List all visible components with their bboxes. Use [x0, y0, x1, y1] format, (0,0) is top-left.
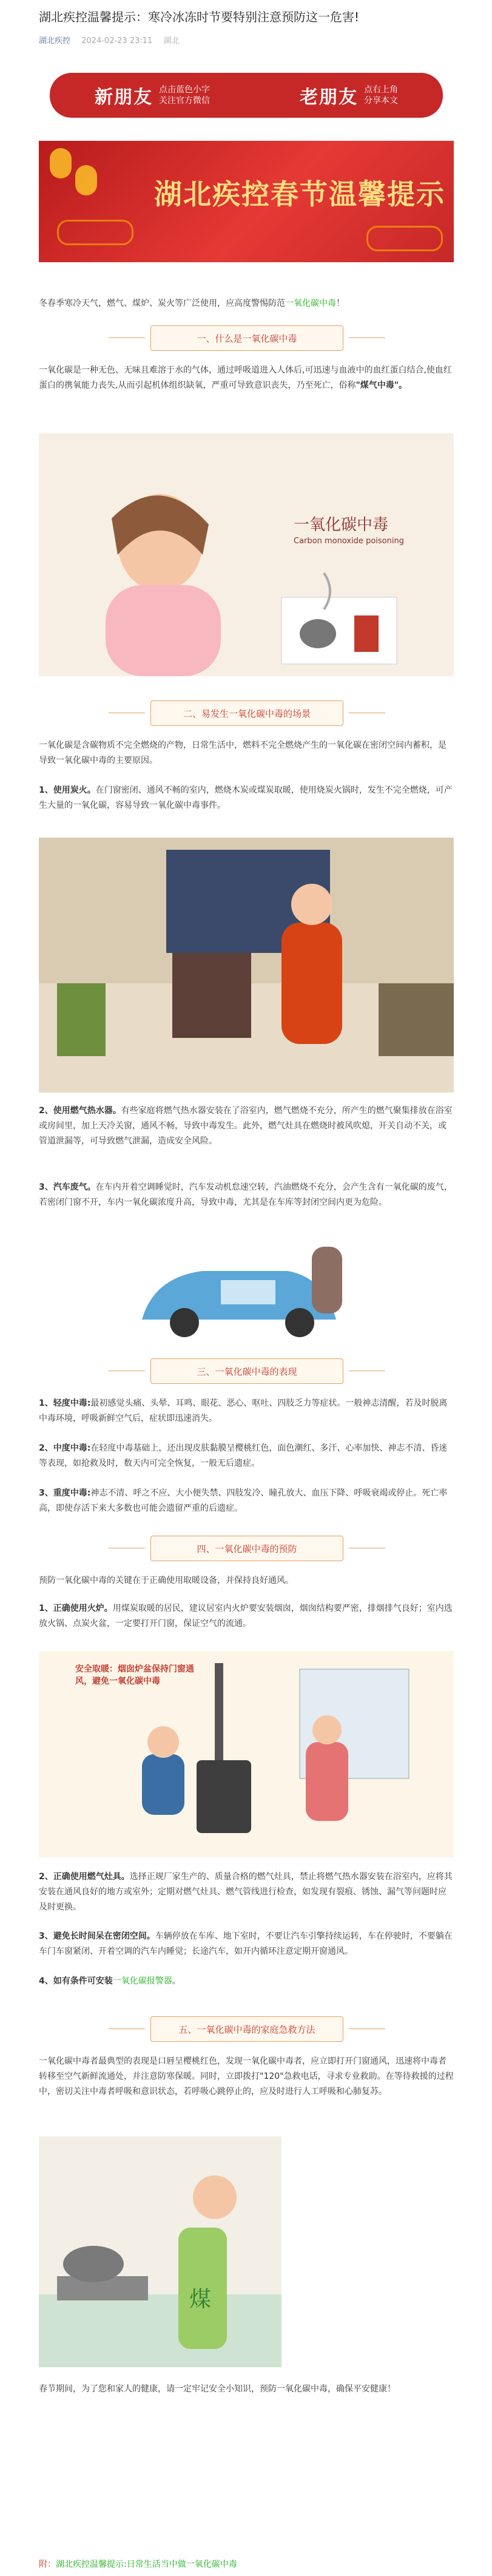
article-meta: [39, 34, 187, 46]
cloud-decoration-icon: [57, 220, 133, 245]
co-illustration-sublabel: Carbon monoxide poisoning: [294, 537, 404, 546]
follow-old-friends[interactable]: [300, 82, 398, 109]
safe-heating-caption: 安全取暖：烟囱炉盆保持门窗通风，避免一氧化碳中毒: [75, 1664, 194, 1686]
gas-cylinder-label: 煤: [189, 2287, 212, 2312]
section-header-1: 一、什么是一氧化碳中毒: [150, 325, 343, 351]
section-header-2: 二、易发生一氧化碳中毒的场景: [150, 700, 343, 726]
s4-item-4: 4、如有条件可安装一氧化碳报警器。: [39, 1976, 181, 1986]
section-header-5: 五、一氧化碳中毒的家庭急救方法: [150, 2016, 343, 2042]
follow-old-friends-text: 点右上角 分享本文: [364, 85, 398, 106]
s4-item-2: 2、正确使用燃气灶具。选择正规厂家生产的、质量合格的燃气灶具，禁止将燃气热水器安装在浴室内，应将其安装在通风良好的地方或室外；定期对燃气灶具、燃气管线进行检查，如发现有裂痕、锈蚀、漏气等问题时应及时更换。: [39, 1872, 453, 1912]
hero-title: 湖北疾控春节温馨提示: [154, 178, 445, 211]
s2-item-3: 3、汽车废气。在车内开着空调睡觉时，汽车发动机怠速空转，汽油燃烧不充分，会产生含有一氧化碳的废气，若密闭门窗不开，车内一氧化碳浓度升高，导致中毒，尤其是在车库等封闭空间内更为危险。: [39, 1182, 453, 1207]
lantern-icon: [75, 165, 97, 195]
car-exhaust-illustration: [130, 1229, 363, 1344]
intro-paragraph: 冬春季寒冷天气，燃气、煤炉、炭火等广泛使用，应高度警惕防范一氧化碳中毒！: [39, 299, 345, 308]
s3-item-2: 2、中度中毒:在轻度中毒基础上，还出现皮肤黏膜呈樱桃红色，面色潮红、多汗、心率加快、神志不清、昏迷等表现，如抢救及时，数天内可完全恢复，一般无后遗症。: [39, 1443, 448, 1468]
cloud-decoration-icon: [366, 226, 443, 251]
woman-headache-illustration: [39, 433, 454, 676]
intro-co-link[interactable]: 一氧化碳中毒: [285, 299, 336, 308]
lantern-icon: [50, 148, 72, 178]
follow-banner[interactable]: [50, 73, 443, 118]
article-source-link[interactable]: 湖北疾控: [39, 36, 71, 46]
s3-item-3: 3、重度中毒:神志不清、呼之不应、大小便失禁、四肢发冷、瞳孔放大、血压下降、呼吸衰竭或停止。死亡率高，即使存活下来大多数也可能会遗留严重的后遗症。: [39, 1488, 448, 1513]
s2-item-1: 1、使用炭火。在门窗密闭、通风不畅的室内，燃烧木炭或煤炭取暖，使用烧炭火锅时，发生不完全燃烧，可产生大量的一氧化碳，容易导致一氧化碳中毒事件。: [39, 785, 453, 810]
closing-paragraph: 春节期间，为了您和家人的健康，请一定牢记安全小知识，预防一氧化碳中毒，确保平安健康！: [39, 2384, 396, 2394]
follow-new-friends[interactable]: [95, 82, 210, 109]
article-location: 湖北: [163, 36, 180, 46]
section-header-3: 三、一氧化碳中毒的表现: [150, 1358, 343, 1384]
article-date: 2024-02-23 23:11: [81, 36, 153, 46]
s5-paragraph: 一氧化碳中毒者最典型的表现是口唇呈樱桃红色，发现一氧化碳中毒者，应立即打开门窗通风，迅速将中毒者转移至空气新鲜流通处，并注意防寒保暖。同时，立即拨打"120"急救电话，寻求专业救助。在等待救援的过程中，密切关注中毒者呼吸和意识状态，若呼吸心跳停止的，应及时进行人工呼吸和心肺复苏。: [39, 2056, 454, 2096]
follow-new-friends-title: 新朋友: [95, 87, 153, 108]
co-alarm-link[interactable]: 一氧化碳报警器: [112, 1976, 172, 1986]
safe-heating-illustration: [39, 1651, 454, 1857]
s4-intro: 预防一氧化碳中毒的关键在于正确使用取暖设备，并保持良好通风。: [39, 1576, 294, 1585]
related-article-link[interactable]: 附：湖北疾控温馨提示:日常生活当中做一氧化碳中毒: [39, 2560, 237, 2569]
article-title: 湖北疾控温馨提示：寒冷冰冻时节要特别注意预防这一危害!: [39, 10, 360, 24]
section-header-4: 四、一氧化碳中毒的预防: [150, 1536, 343, 1561]
s2-intro: 一氧化碳是含碳物质不完全燃烧的产物，日常生活中，燃料不完全燃烧产生的一氧化碳在密闭空间内蓄积，是导致一氧化碳中毒的主要原因。: [39, 741, 447, 765]
s4-item-1: 1、正确使用火炉。用煤炭取暖的居民，建议居室内火炉要安装烟囱，烟囱结构要严密，排烟排气良好；室内选放火锅、点炭火盆，一定要打开门窗，保证空气的流通。: [39, 1604, 453, 1629]
hero-banner: [39, 141, 454, 262]
s1-paragraph: 一氧化碳是一种无色、无味且难溶于水的气体，通过呼吸道进入人体后,可迅速与血液中的血红蛋白结合,使血红蛋白的携氧能力丧失,从而引起机体组织缺氧，严重可导致意识丧失，乃至死亡，俗称"煤气中毒"。: [39, 365, 452, 390]
follow-new-friends-text: 点击蓝色小字 关注官方微信: [159, 85, 210, 106]
follow-old-friends-title: 老朋友: [300, 87, 358, 108]
co-poisoning-illustration: [39, 433, 454, 676]
gas-stove-illustration: [39, 2137, 281, 2367]
co-illustration-label: 一氧化碳中毒: [294, 516, 389, 534]
s4-item-3: 3、避免长时间呆在密闭空间。车辆停放在车库、地下室时，不要让汽车引擎持续运转，车在停驶时，不要躺在车门车窗紧闭、开着空调的汽车内睡觉；长途汽车，如开内循环注意定期开窗通风。: [39, 1931, 453, 1956]
s3-item-1: 1、轻度中毒:最初感觉头痛、头晕、耳鸣、眼花、恶心、呕吐、四肢乏力等症状。一般神志清醒，若及时脱离中毒环境，呼吸新鲜空气后，症状即迅速消失。: [39, 1398, 448, 1423]
charcoal-stove-illustration: [39, 838, 454, 1093]
s2-item-2: 2、使用燃气热水器。有些家庭将燃气热水器安装在了浴室内，燃气燃烧不充分，所产生的燃气聚集排放在浴室或房间里，加上天冷关窗，通风不畅，导致中毒发生。此外，燃气灶具在燃烧时被风吹熄，开关自动不关，或管道泄漏等，可导致燃气泄漏，造成安全风险。: [39, 1106, 453, 1146]
